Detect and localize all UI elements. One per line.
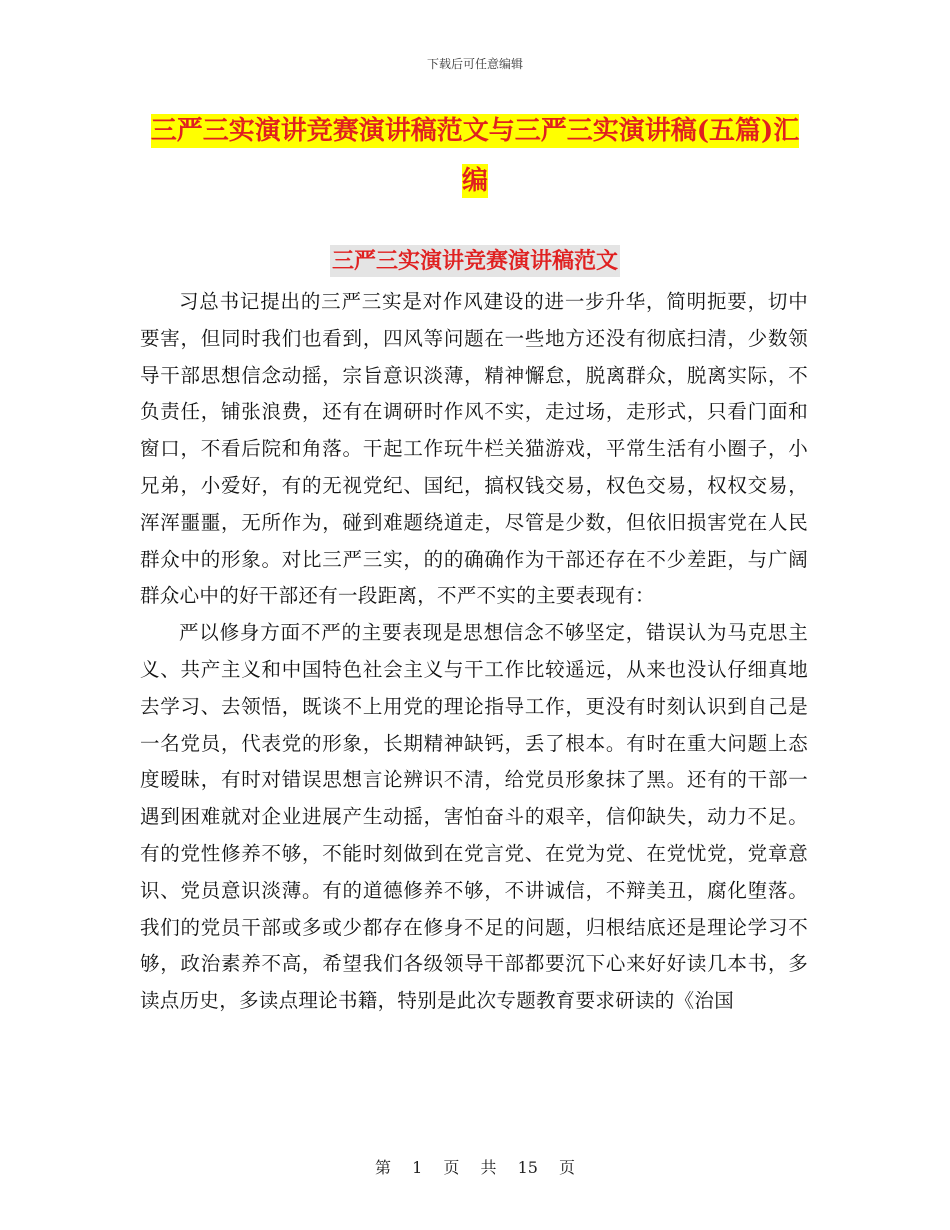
footer-page-word: 页: [443, 1158, 460, 1177]
page-footer: [0, 1155, 950, 1178]
footer-prefix: 第: [374, 1158, 391, 1177]
footer-current-page: 1: [412, 1158, 423, 1177]
paragraph-1: 习总书记提出的三严三实是对作风建设的进一步升华，简明扼要，切中要害，但同时我们也看到，四风等问题在一些地方还没有彻底扫清，少数领导干部思想信念动摇，宗旨意识淡薄，精神懈怠，脱离群众，脱离实际，不负责任，铺张浪费，还有在调研时作风不实，走过场，走形式，只看门面和窗口，不看后院和角落。干起工作玩牛栏关猫游戏，平常生活有小圈子，小兄弟，小爱好，有的无视党纪、国纪，搞权钱交易，权色交易，权权交易，浑浑噩噩，无所作为，碰到难题绕道走，尽管是少数，但依旧损害党在人民群众中的形象。对比三严三实，的的确确作为干部还存在不少差距，与广阔群众心中的好干部还有一段距离，不严不实的主要表现有：: [140, 290, 808, 608]
footer-total-pages: 15: [517, 1158, 538, 1177]
paragraph-2: 严以修身方面不严的主要表现是思想信念不够坚定，错误认为马克思主义、共产主义和中国特色社会主义与干工作比较遥远，从来也没认仔细真地去学习、去领悟，既谈不上用党的理论指导工作，更没有时刻认识到自己是一名党员，代表党的形象，长期精神缺钙，丢了根本。有时在重大问题上态度暧昧，有时对错误思想言论辨识不清，给党员形象抹了黑。还有的干部一遇到困难就对企业进展产生动摇，害怕奋斗的艰辛，信仰缺失，动力不足。有的党性修养不够，不能时刻做到在党言党、在党为党、在党忧党，党章意识、党员意识淡薄。有的道德修养不够，不讲诚信，不辩美丑，腐化堕落。我们的党员干部或多或少都存在修身不足的问题，归根结底还是理论学习不够，政治素养不高，希望我们各级领导干部都要沉下心来好好读几本书，多读点历史，多读点理论书籍，特别是此次专题教育要求研读的《治国: [140, 621, 808, 1013]
section-heading-text: 三严三实演讲竞赛演讲稿范文: [330, 245, 620, 277]
footer-suffix: 页: [559, 1158, 576, 1177]
section-heading: [0, 245, 950, 277]
document-title-text: 三严三实演讲竞赛演讲稿范文与三严三实演讲稿(五篇)汇编: [150, 116, 800, 196]
document-body: [140, 284, 808, 1020]
document-title: [140, 106, 810, 206]
footer-total-prefix: 共: [480, 1158, 497, 1177]
header-note: 下载后可任意编辑: [426, 57, 523, 71]
